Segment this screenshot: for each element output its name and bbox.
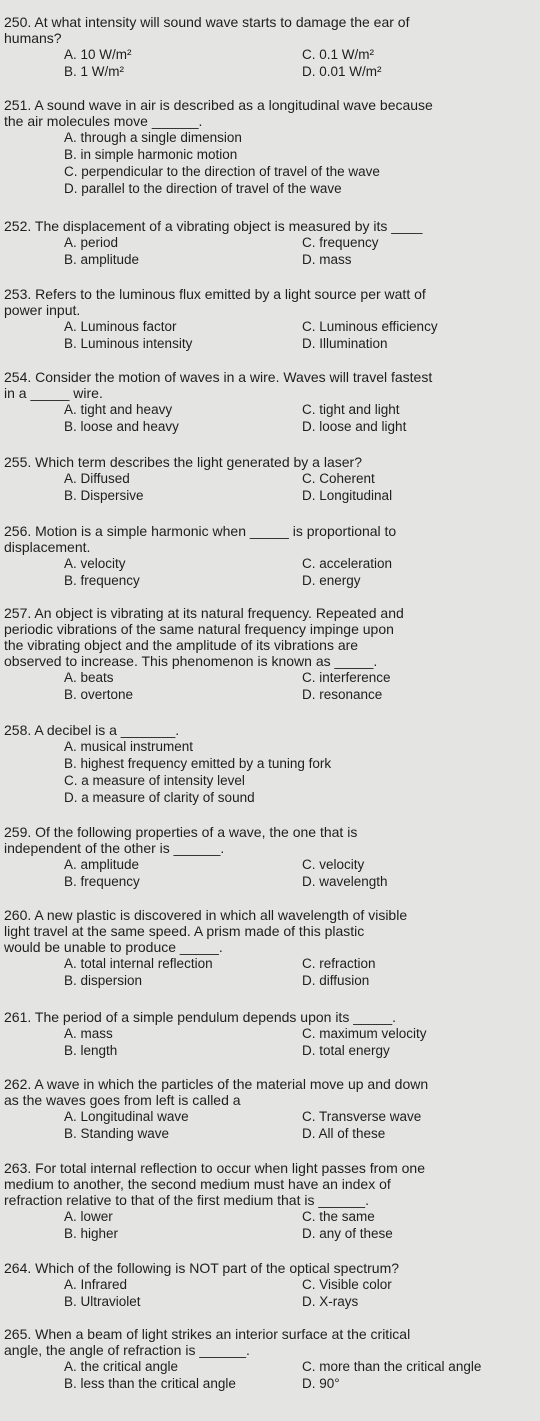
option-b: B. Ultraviolet (64, 1294, 141, 1309)
option-d: D. a measure of clarity of sound (64, 790, 255, 805)
option-d: D. parallel to the direction of travel of the wave (64, 181, 342, 196)
option-a: A. Infrared (64, 1277, 128, 1292)
option-a: A. the critical angle (64, 1359, 179, 1374)
option-b: B. frequency (64, 874, 140, 889)
option-c: C. perpendicular to the direction of travel of the wave (64, 164, 380, 179)
option-c: C. the same (302, 1209, 375, 1224)
question-stem (4, 369, 534, 401)
question-stem (4, 907, 534, 955)
option-d: D. any of these (302, 1226, 393, 1241)
question-number: 255. (4, 454, 32, 470)
option-d: D. X-rays (302, 1294, 359, 1309)
option-b: B. loose and heavy (64, 419, 179, 434)
option-c: C. Luminous efficiency (302, 319, 438, 334)
question-number: 260. (4, 907, 32, 923)
option-b: B. Standing wave (64, 1126, 170, 1141)
question-stem (4, 218, 534, 234)
option-d: D. loose and light (302, 419, 407, 434)
question-text: Refers to the luminous flux emitted by a light source per watt of power input. (4, 286, 426, 318)
question-text: Which of the following is NOT part of the optical spectrum? (35, 1260, 400, 1276)
question-number: 256. (4, 523, 32, 539)
option-d: D. 90° (302, 1376, 340, 1391)
question-text: A new plastic is discovered in which all wavelength of visible light travel at the same speed. A prism made of this plastic would be unable to produce _____. (4, 907, 408, 955)
question-stem (4, 97, 534, 129)
option-a: A. period (64, 235, 119, 250)
question-stem (4, 14, 534, 46)
question-number: 251. (4, 97, 32, 113)
option-b: B. Luminous intensity (64, 336, 193, 351)
question-number: 250. (4, 14, 32, 30)
option-a: A. velocity (64, 556, 126, 571)
question-stem (4, 824, 534, 856)
question-number: 264. (4, 1260, 32, 1276)
option-a: A. beats (64, 670, 114, 685)
option-c: C. refraction (302, 956, 376, 971)
question-text: A sound wave in air is described as a longitudinal wave because the air molecules move ______. (4, 97, 433, 129)
question-text: Which term describes the light generated by a laser? (35, 454, 362, 470)
question-stem (4, 1260, 534, 1276)
question-number: 263. (4, 1160, 32, 1176)
question-text: A decibel is a _______. (34, 722, 180, 738)
option-b: B. overtone (64, 687, 134, 702)
question-text: Of the following properties of a wave, the one that is independent of the other is ______. (4, 824, 358, 856)
option-b: B. Dispersive (64, 488, 144, 503)
option-b: B. amplitude (64, 252, 140, 267)
question-number: 262. (4, 1076, 32, 1092)
option-c: C. acceleration (302, 556, 393, 571)
option-c: C. Visible color (302, 1277, 392, 1292)
question-number: 254. (4, 369, 32, 385)
option-d: D. All of these (302, 1126, 386, 1141)
question-number: 252. (4, 218, 32, 234)
option-a: A. tight and heavy (64, 402, 173, 417)
option-a: A. total internal reflection (64, 956, 213, 971)
option-b: B. dispersion (64, 973, 143, 988)
option-c: C. velocity (302, 857, 365, 872)
option-a: A. Luminous factor (64, 319, 177, 334)
option-b: B. higher (64, 1226, 119, 1241)
question-stem (4, 1326, 534, 1358)
option-b: B. length (64, 1043, 118, 1058)
question-text: For total internal reflection to occur when light passes from one medium to another, the second medium must have an index of refraction relative to that of the first medium that is ______. (4, 1160, 426, 1208)
option-a: A. Diffused (64, 471, 130, 486)
option-c: C. interference (302, 670, 391, 685)
question-number: 261. (4, 1009, 32, 1025)
question-text: Consider the motion of waves in a wire. Waves will travel fastest in a _____ wire. (4, 369, 433, 401)
question-number: 257. (4, 605, 32, 621)
question-text: The displacement of a vibrating object is measured by its ____ (34, 218, 423, 234)
question-stem (4, 1009, 534, 1025)
question-text: When a beam of light strikes an interior surface at the critical angle, the angle of refraction is ______. (4, 1326, 411, 1358)
option-a: A. lower (64, 1209, 113, 1224)
option-d: D. mass (302, 252, 352, 267)
option-a: A. through a single dimension (64, 130, 242, 145)
option-c: C. frequency (302, 235, 379, 250)
question-number: 258. (4, 722, 32, 738)
question-stem (4, 605, 534, 669)
option-a: A. 10 W/m² (64, 47, 132, 62)
option-a: A. mass (64, 1026, 113, 1041)
option-d: D. Longitudinal (302, 488, 393, 503)
option-c: C. more than the critical angle (302, 1359, 482, 1374)
question-text: Motion is a simple harmonic when _____ is proportional to displacement. (4, 523, 397, 555)
question-text: The period of a simple pendulum depends upon its _____. (34, 1009, 397, 1025)
option-a: A. musical instrument (64, 739, 194, 754)
option-d: D. resonance (302, 687, 383, 702)
question-number: 265. (4, 1326, 32, 1342)
question-text: An object is vibrating at its natural frequency. Repeated and periodic vibrations of the same natural frequency impinge upon the vibrating object and the amplitude of its vibrations are observed to increase. This phenomenon is known as _____. (4, 605, 404, 669)
option-c: C. Coherent (302, 471, 375, 486)
question-stem (4, 523, 534, 555)
question-stem (4, 286, 534, 318)
option-d: D. total energy (302, 1043, 390, 1058)
option-b: B. frequency (64, 573, 140, 588)
option-a: A. Longitudinal wave (64, 1109, 189, 1124)
question-text: At what intensity will sound wave starts to damage the ear of humans? (4, 14, 410, 46)
option-d: D. 0.01 W/m² (302, 64, 382, 79)
option-d: D. Illumination (302, 336, 388, 351)
option-c: C. 0.1 W/m² (302, 47, 375, 62)
option-c: C. a measure of intensity level (64, 773, 245, 788)
option-c: C. Transverse wave (302, 1109, 422, 1124)
option-b: B. highest frequency emitted by a tuning fork (64, 756, 332, 771)
question-stem (4, 1076, 534, 1108)
question-text: A wave in which the particles of the material move up and down as the waves goes from left is called a (4, 1076, 429, 1108)
option-b: B. 1 W/m² (64, 64, 124, 79)
option-d: D. energy (302, 573, 361, 588)
option-c: C. tight and light (302, 402, 400, 417)
option-b: B. less than the critical angle (64, 1376, 236, 1391)
question-number: 259. (4, 824, 32, 840)
question-number: 253. (4, 286, 32, 302)
option-b: B. in simple harmonic motion (64, 147, 238, 162)
question-stem (4, 1160, 534, 1208)
option-c: C. maximum velocity (302, 1026, 427, 1041)
question-stem (4, 722, 534, 738)
option-a: A. amplitude (64, 857, 140, 872)
question-stem (4, 454, 534, 470)
option-d: D. diffusion (302, 973, 370, 988)
option-d: D. wavelength (302, 874, 388, 889)
